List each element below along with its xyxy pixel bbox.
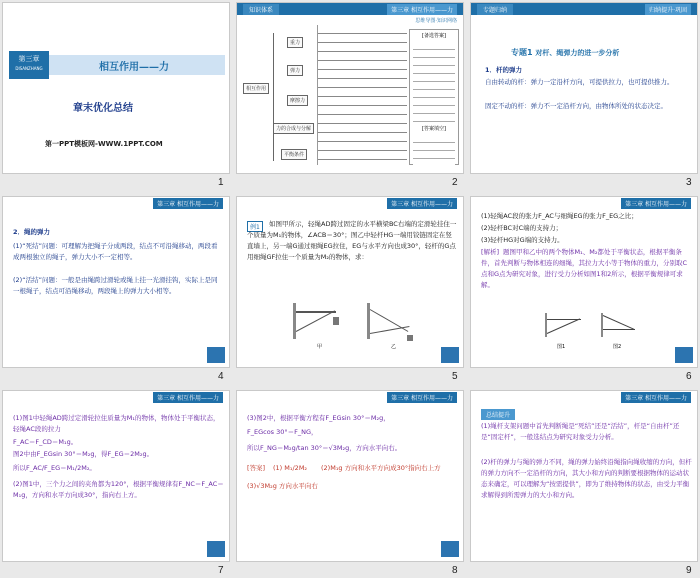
header-bar xyxy=(3,391,229,403)
paragraph-free-rod: 自由转动的杆：弹力一定沿杆方向，可提供拉力，也可提供推力。 xyxy=(485,78,674,86)
right-tag: 第三章 相互作用——力 xyxy=(621,198,691,209)
figure-1-label: 图1 xyxy=(557,344,566,350)
topic-number: 专题1 xyxy=(511,48,533,57)
solution-p1: (1)图1中轻绳AD跨过定滑轮拉住质量为M₁的物体，物体处于平衡状态，轻绳AC段的拉力 xyxy=(13,414,220,433)
right-tag: 归纳提升·巩固 xyxy=(645,4,691,15)
topic-heading xyxy=(511,47,619,58)
section-rope: 2．绳的弹力 xyxy=(13,228,51,236)
solution-p5: (2)图1中，三个力之间的夹角都为120°，根据平衡规律有F_NC＝F_AC＝M₁g，方向和水平方向成30°，指向右上方。 xyxy=(13,480,224,499)
question-3: (3)轻杆HG对G端的支持力。 xyxy=(481,236,564,244)
slide-number: 4 xyxy=(218,371,224,382)
header-bar xyxy=(471,3,697,15)
figure-2-label: 图2 xyxy=(613,344,622,350)
slide-4[interactable] xyxy=(2,196,230,368)
slide-number: 5 xyxy=(452,371,458,382)
paragraph-fixed-rod: 固定不动的杆：弹力不一定沿杆方向，由物体所处的状态决定。 xyxy=(485,102,667,110)
right-tag: 第三章 相互作用——力 xyxy=(153,392,223,403)
solution-p1: (3)图2中，根据平衡方程有F_EGsin 30°＝M₂g， xyxy=(247,414,390,422)
mindmap-node-friction: 摩擦力 xyxy=(287,95,308,106)
slide-3[interactable] xyxy=(470,2,698,174)
slide-title: 相互作用——力 xyxy=(99,62,169,73)
slide-6[interactable] xyxy=(470,196,698,368)
slide-number: 8 xyxy=(452,565,458,576)
center-node: 相互作用 xyxy=(243,83,269,94)
right-tag: 第三章 相互作用——力 xyxy=(387,4,457,15)
slide-9[interactable] xyxy=(470,390,698,562)
slide-number: 3 xyxy=(686,177,692,188)
example-badge: 例1 xyxy=(247,221,263,232)
solution-p4: 所以F_AC/F_EG＝M₁/2M₂。 xyxy=(13,464,96,472)
sub-tag: 思维导图·知识网络 xyxy=(415,18,457,24)
solution-p2: F_EGcos 30°＝F_NG， xyxy=(247,428,318,436)
header-bar xyxy=(3,197,229,209)
tab-summary: 专题归纳 xyxy=(477,4,513,15)
figure-b-label: 乙 xyxy=(391,344,397,350)
key-lines xyxy=(413,42,455,122)
slide-footer: 第一PPT模板网-WWW.1PPT.COM xyxy=(45,140,163,148)
figure-b xyxy=(367,303,417,339)
brand-logo xyxy=(207,541,225,557)
slide-number: 7 xyxy=(218,565,224,576)
slide-7[interactable] xyxy=(2,390,230,562)
header-bar xyxy=(237,197,463,209)
question-2: (2)轻杆BC对C端的支持力； xyxy=(481,224,563,232)
answer-1: (1) M₁/2M₂ xyxy=(273,464,308,472)
right-tag: 第三章 相互作用——力 xyxy=(153,198,223,209)
section-rod: 1．杆的弹力 xyxy=(485,66,523,74)
solution-p3: 图2中由F_EGsin 30°＝M₂g，得F_EG＝2M₂g。 xyxy=(13,450,154,458)
example-text: 如图甲所示，轻绳AD跨过固定的水平横梁BC右端的定滑轮挂住一个质量为M₁的物体，∠ACB＝30°；图乙中轻杆HG一端用铰链固定在竖直墙上，另一端G通过细绳EG拉住，EG与水平方向也成30°，轻杆的G点用细绳GF拉住一个质量为M₂的物体，求： xyxy=(247,220,457,261)
summary-badge: 总结提升 xyxy=(481,409,515,420)
topic-title: 对杆、绳弹力的进一步分析 xyxy=(535,49,620,57)
chapter-tag: 第三章 xyxy=(18,55,40,63)
figure-a xyxy=(293,303,343,339)
solution-p2: F_AC＝F_CD＝M₁g。 xyxy=(13,438,78,446)
answer-lines xyxy=(413,135,455,165)
chapter-en: DISANZHANG xyxy=(15,66,43,71)
summary-p1: (1)绳杆支架问题中首先判断绳是“死结”还是“活结”，杆是“自由杆”还是“固定杆”，一般选结点为研究对象受力分析。 xyxy=(481,422,680,441)
force-diagram-2 xyxy=(601,309,641,339)
key-title: [备选答案] xyxy=(422,33,446,39)
header-bar xyxy=(471,197,697,209)
mindmap-node-elastic: 弹力 xyxy=(287,65,303,76)
answer-panel xyxy=(409,29,459,165)
brand-logo xyxy=(441,347,459,363)
solution-p3: 所以F_NG＝M₂g/tan 30°＝√3M₂g，方向水平向右。 xyxy=(247,444,402,452)
chapter-badge xyxy=(9,51,49,79)
slide-2[interactable] xyxy=(236,2,464,174)
answer-label: [答案] xyxy=(247,464,266,472)
slide-subtitle: 章末优化总结 xyxy=(73,103,133,114)
analysis-text: 题图甲和乙中的两个物体M₁、M₂都处于平衡状态，根据平衡条件，首先判断与物体相连的细绳，其拉力大小等于物体的重力，分别取C点和G点为研究对象，进行受力分析如图1和2所示，根据平衡规律可求解。 xyxy=(481,248,688,289)
slide-8[interactable] xyxy=(236,390,464,562)
slide-1[interactable] xyxy=(2,2,230,174)
paragraph-live-knot: (2)“活结”问题：一般是由绳跨过滑轮或绳上挂一光滑挂钩，实际上是同一根绳子，结点可沿绳移动，两段绳上的弹力大小相等。 xyxy=(13,276,218,295)
header-bar xyxy=(471,391,697,403)
slide-number: 2 xyxy=(452,177,458,188)
mindmap-node-compose: 力的合成与分解 xyxy=(273,123,314,134)
brand-logo xyxy=(441,541,459,557)
mindmap-detail-lines xyxy=(317,25,407,165)
tab-knowledge: 知识体系 xyxy=(243,4,279,15)
analysis-label: [解析] xyxy=(481,248,500,256)
force-diagram-1 xyxy=(545,309,585,339)
right-tag: 第三章 相互作用——力 xyxy=(387,198,457,209)
answer-title: [答案填空] xyxy=(422,126,446,132)
answer-2: (2)M₁g 方向和水平方向成30°指向右上方 xyxy=(321,464,441,472)
figure-a-label: 甲 xyxy=(317,344,323,350)
slide-number: 1 xyxy=(218,177,224,188)
summary-p2: (2)杆的弹力与绳的弹力不同，绳的弹力始终沿绳指向绳收缩的方向，但杆的弹力方向不一定沿杆的方向，其大小和方向的判断要根据物体的运动状态来确定，可以理解为“按需提供”，即为了维持物体的状态，由受力平衡求解得到所需弹力的大小和方向。 xyxy=(481,458,692,499)
slide-number: 9 xyxy=(686,565,692,576)
mindmap-lines xyxy=(273,33,274,161)
mindmap-node-gravity: 重力 xyxy=(287,37,303,48)
header-bar xyxy=(237,391,463,403)
brand-logo xyxy=(675,347,693,363)
mindmap-node-balance: 平衡条件 xyxy=(281,149,307,160)
brand-logo xyxy=(207,347,225,363)
right-tag: 第三章 相互作用——力 xyxy=(621,392,691,403)
slide-5[interactable] xyxy=(236,196,464,368)
header-bar xyxy=(237,3,463,15)
right-tag: 第三章 相互作用——力 xyxy=(387,392,457,403)
slide-number: 6 xyxy=(686,371,692,382)
question-1: (1)轻绳AC段的张力F_AC与细绳EG的张力F_EG之比； xyxy=(481,212,638,220)
paragraph-dead-knot: (1)“死结”问题：可理解为把绳子分成两段，结点不可沿绳移动，两段看成两根独立的绳子，弹力大小不一定相等。 xyxy=(13,242,218,261)
answer-3: (3)√3M₂g 方向水平向右 xyxy=(247,482,318,490)
